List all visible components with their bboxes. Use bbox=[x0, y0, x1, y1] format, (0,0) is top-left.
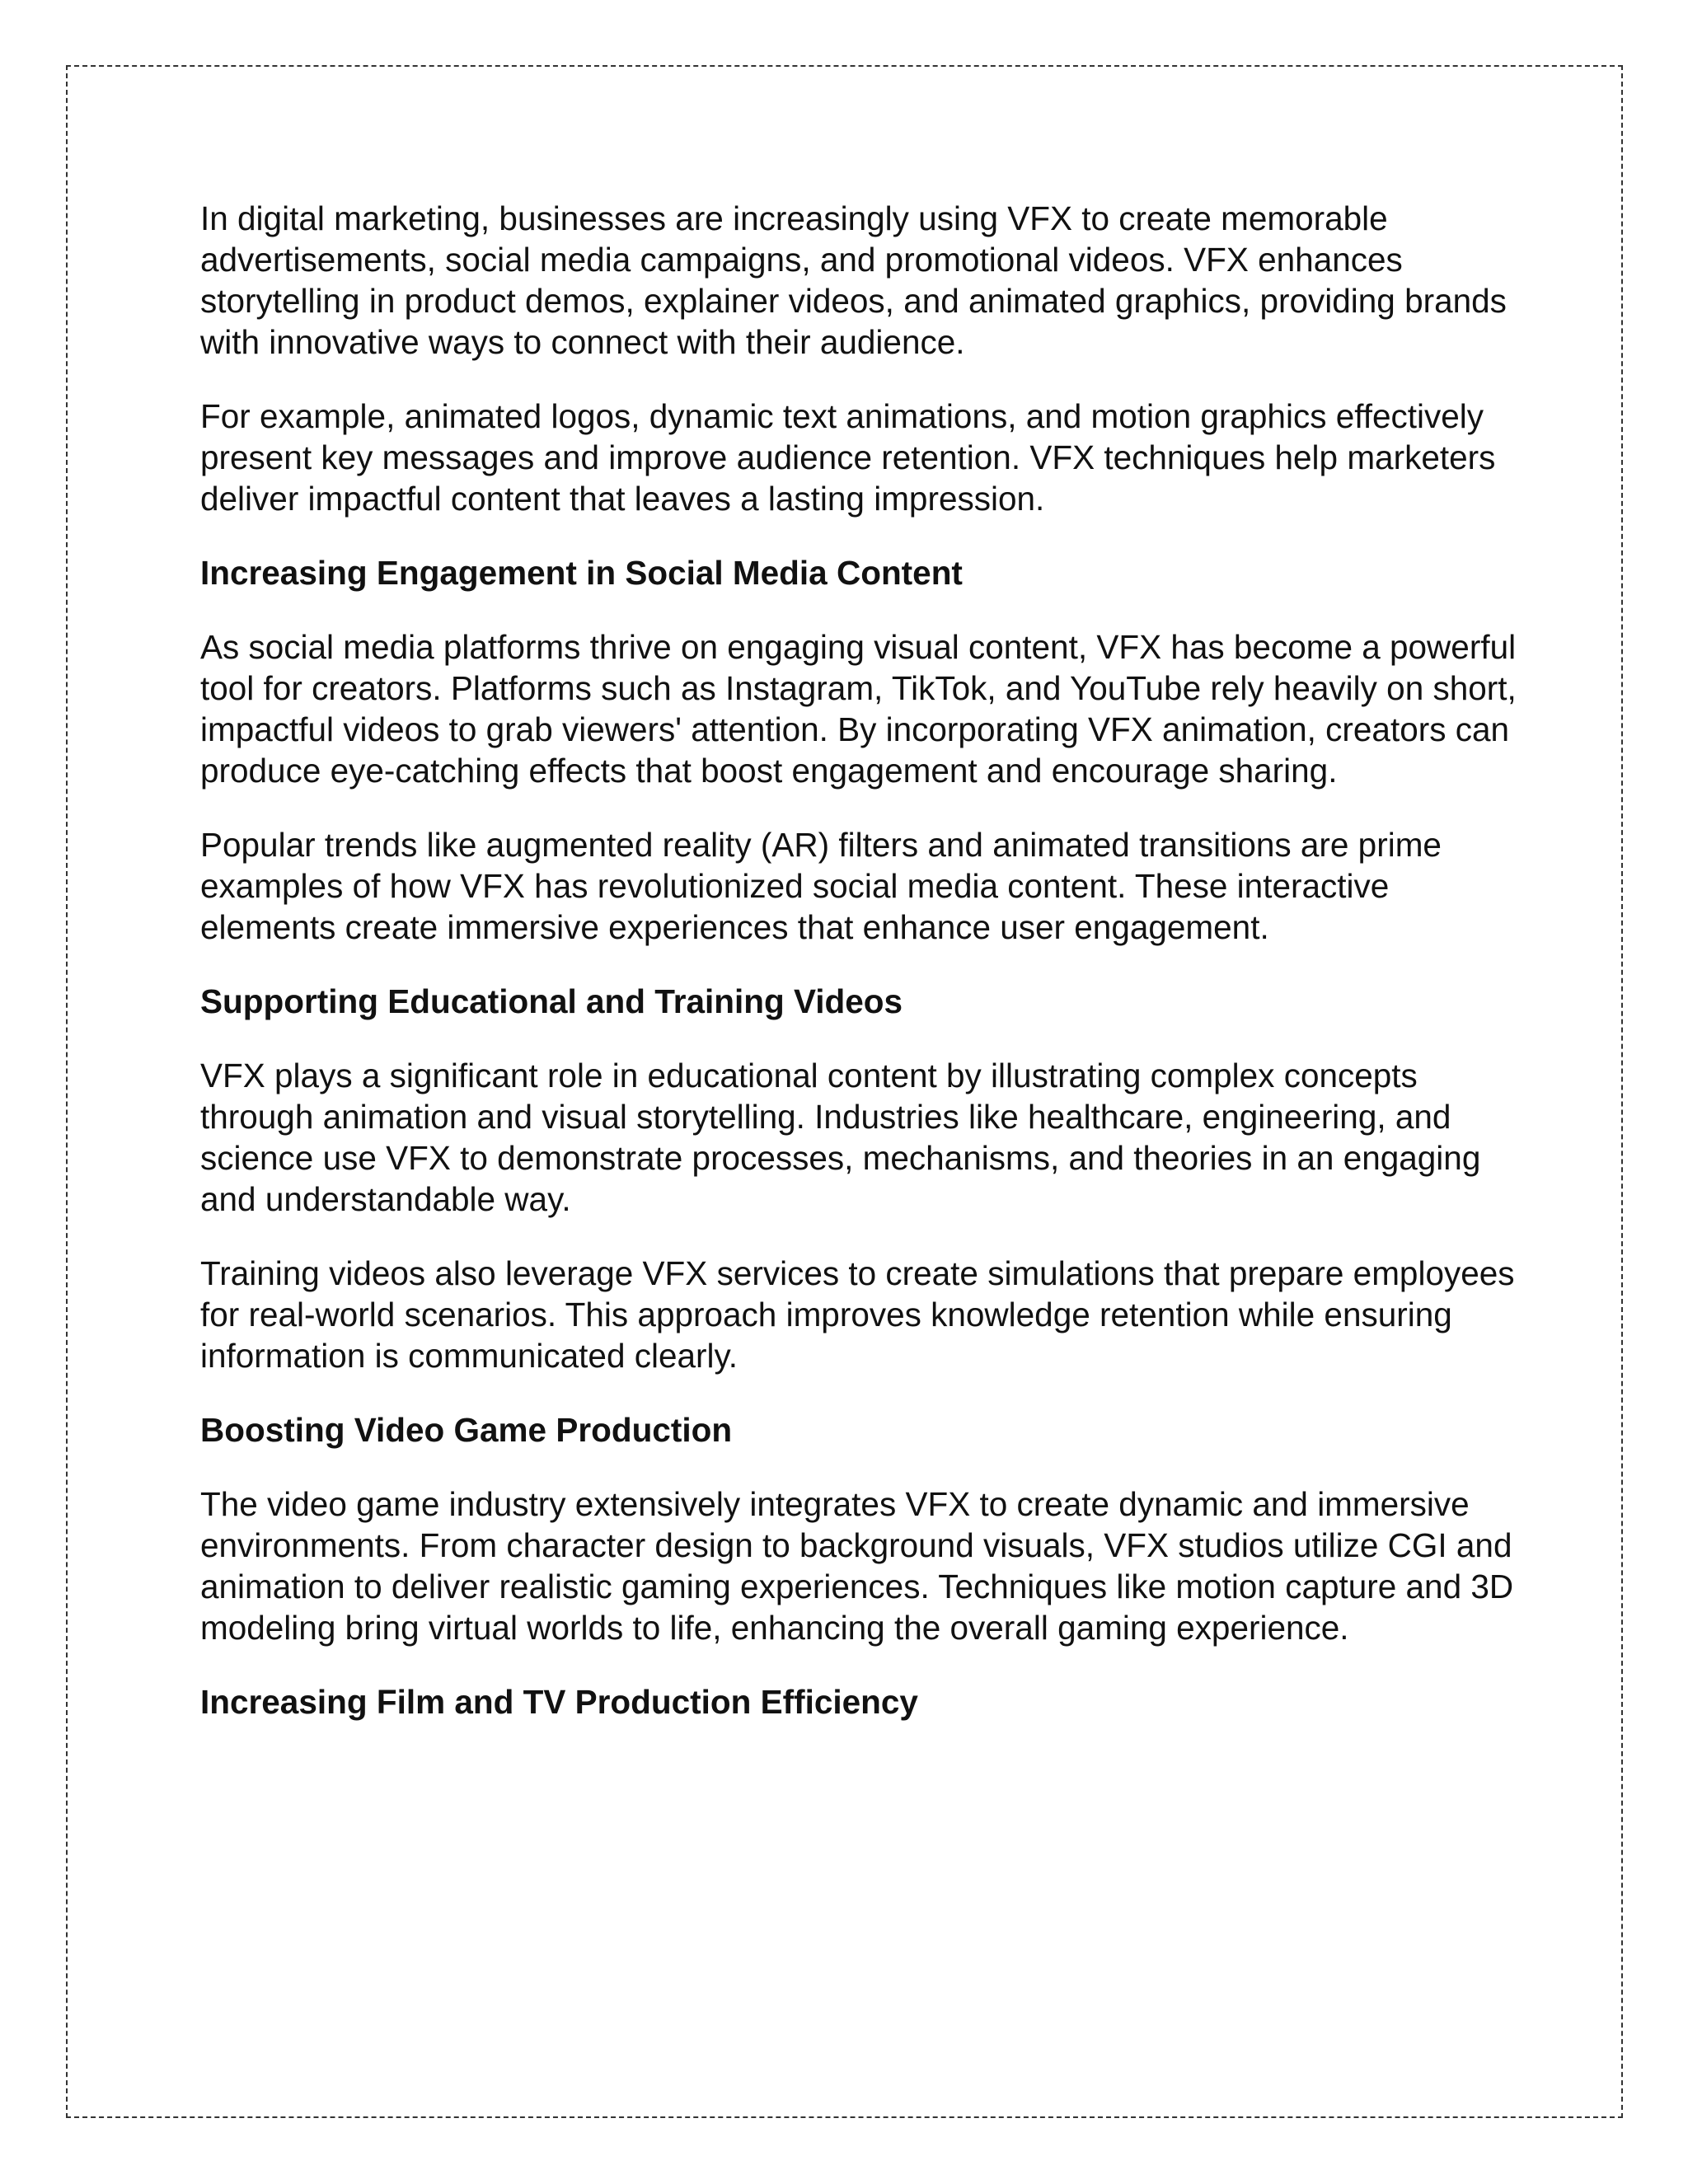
heading-video-game: Boosting Video Game Production bbox=[200, 1411, 733, 1449]
paragraph-ar-filters: Popular trends like augmented reality (AR) filters and animated transitions are prime examples of how VFX has revolutionized social media content. These interactive elements create immersive experiences that enhance user engagement. bbox=[200, 826, 1442, 946]
heading-film-tv: Increasing Film and TV Production Efficiency bbox=[200, 1683, 918, 1721]
paragraph-video-game-industry: The video game industry extensively integrates VFX to create dynamic and immersive environments. From character design to background visuals, VFX studios utilize CGI and animation to deliver realistic gaming experiences. Techniques like motion capture and 3D modeling bring virtual worlds to life, enhancing the overall gaming experience. bbox=[200, 1485, 1514, 1647]
heading-social-media: Increasing Engagement in Social Media Content bbox=[200, 554, 963, 592]
paragraph-training-videos: Training videos also leverage VFX services to create simulations that prepare employees for real-world scenarios. This approach improves knowledge retention while ensuring information is communicated clearly. bbox=[200, 1254, 1515, 1375]
paragraph-animated-logos: For example, animated logos, dynamic text animations, and motion graphics effectively present key messages and improve audience retention. VFX techniques help marketers deliver impactful content that leaves a lasting impression. bbox=[200, 397, 1496, 518]
paragraph-educational-content: VFX plays a significant role in educational content by illustrating complex concepts through animation and visual storytelling. Industries like healthcare, engineering, and science use VFX to demonstrate processes, mechanisms, and theories in an engaging and understandable way. bbox=[200, 1057, 1481, 1218]
document-body bbox=[200, 198, 1519, 1755]
heading-educational-training: Supporting Educational and Training Videos bbox=[200, 982, 903, 1020]
paragraph-digital-marketing: In digital marketing, businesses are increasingly using VFX to create memorable advertisements, social media campaigns, and promotional videos. VFX enhances storytelling in product demos, explainer videos, and animated graphics, providing brands with innovative ways to connect with their audience. bbox=[200, 199, 1507, 361]
paragraph-social-media-platforms: As social media platforms thrive on engaging visual content, VFX has become a powerful tool for creators. Platforms such as Instagram, TikTok, and YouTube rely heavily on short, impactful videos to grab viewers' attention. By incorporating VFX animation, creators can produce eye-catching effects that boost engagement and encourage sharing. bbox=[200, 628, 1517, 790]
